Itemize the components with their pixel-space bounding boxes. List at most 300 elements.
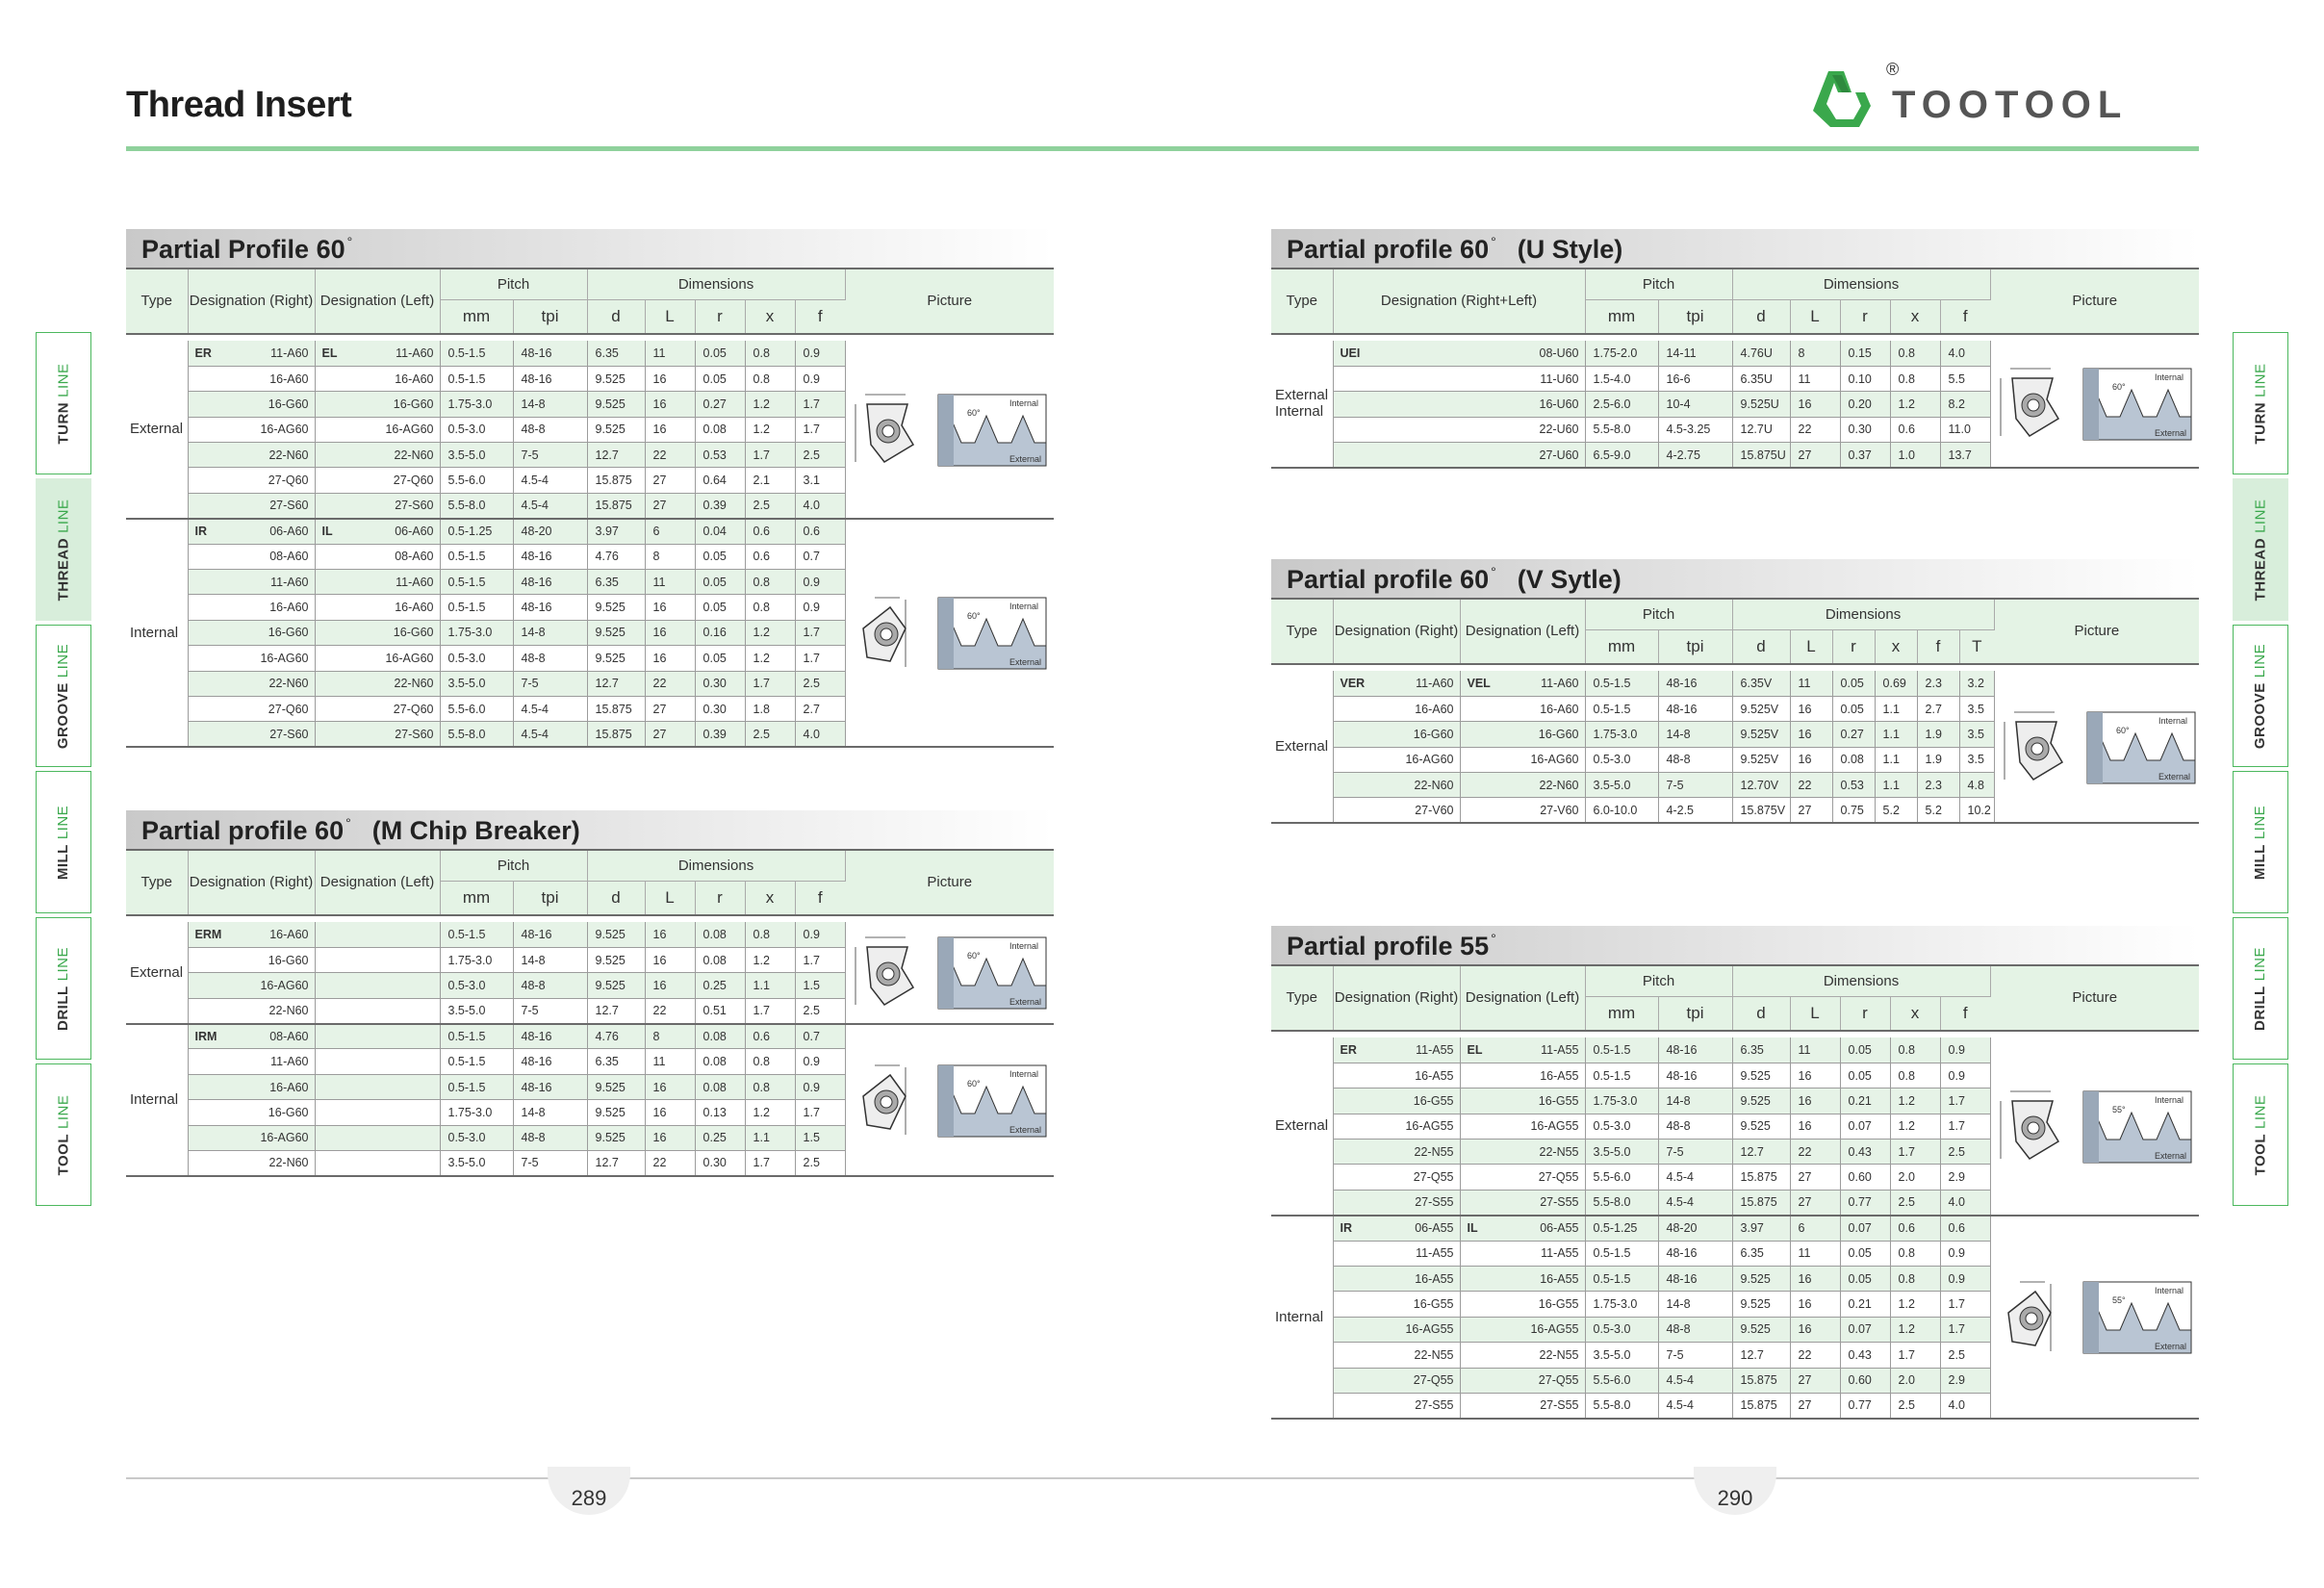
pitch-mm: 0.5-1.25 [440, 519, 513, 544]
pitch-tpi: 14-8 [513, 620, 587, 645]
dim-x: 0.8 [745, 595, 795, 620]
dim-x: 1.2 [745, 947, 795, 972]
dim-T: 3.5 [1959, 722, 1994, 747]
designation-right: 27-U60 [1333, 443, 1585, 468]
pitch-tpi: 14-8 [513, 392, 587, 417]
spec-table: Type Designation (Right) Designation (Left) Pitch Dimensions Picture mm tpi d L r x f External ER 11-A60 EL 11-A60 0.5-1.5 48-16 6.35 11 0.05 0.8 0.9 Internal 60° External 16-A60 16-A60 0.5-1.5 48-16 9.525 16 0.05 0.8 0.9 16-G60 16-G60 1.75-3.0 14-8 9.525 16 0.27 1.2 1.7 16-AG60 16-AG60 0.5-3.0 48-8 9.525 16 0.08 1.2 1.7 22-N60 22-N60 3.5-5.0 7-5 12.7 22 0.53 1.7 2.5 27-Q60 27-Q60 5.5-6.0 4.5-4 15.875 27 0.64 2.1 3.1 27-S60 27-S60 5.5-8.0 4.5-4 15.875 27 0.39 2.5 4.0 Internal IR 06-A60 IL 06-A60 0.5-1.25 48-20 3.97 6 0.04 0.6 0.6 Internal 60° External 08-A60 08-A60 0.5-1.5 48-16 4.76 8 0.05 0.6 0.7 11-A60 11-A60 0.5-1.5 48-16 6.35 11 0.05 0.8 0.9 16-A60 16-A60 0.5-1.5 48-16 9.525 16 0.05 0.8 0.9 16-G60 16-G60 1.75-3.0 14-8 9.525 16 0.16 1.2 1.7 16-AG60 16-AG60 0.5-3.0 48-8 9.525 16 0.05 1.2 1.7 22-N60 22-N60 3.5-5.0 7-5 12.7 22 0.30 1.7 2.5 27-Q60 27-Q60 5.5-6.0 4.5-4 15.875 27 0.30 1.8 2.7 27-S60 27-S60 5.5-8.0 4.5-4 15.875 27 0.39 2.5 4.0 [126, 268, 1054, 748]
pitch-mm: 0.5-1.5 [1585, 1037, 1658, 1063]
dim-d: 9.525 [587, 646, 645, 671]
pitch-mm: 0.5-3.0 [440, 417, 513, 442]
dim-L: 16 [1790, 1114, 1840, 1139]
dim-d: 3.97 [587, 519, 645, 544]
pitch-mm: 1.75-2.0 [1585, 341, 1658, 366]
logo-mark-icon [1813, 71, 1871, 127]
dim-f: 0.9 [795, 1074, 845, 1099]
dim-x: 1.1 [1875, 773, 1917, 798]
pitch-tpi: 48-16 [1658, 696, 1732, 721]
pitch-tpi: 14-8 [513, 1100, 587, 1125]
picture-cell [845, 341, 1054, 519]
thread-profile-icon [2083, 1091, 2191, 1163]
dim-d: 12.7 [587, 671, 645, 696]
svg-text:60°: 60° [966, 611, 981, 622]
dim-f: 0.9 [1940, 1267, 1990, 1292]
sidebar-tab-groove[interactable]: GROOVELINE [2233, 625, 2288, 767]
sidebar-tab-turn[interactable]: TURNLINE [2233, 332, 2288, 474]
dim-d: 9.525 [587, 1100, 645, 1125]
designation-right: 27-S55 [1333, 1393, 1460, 1418]
dim-f: 3.1 [795, 468, 845, 493]
pitch-mm: 0.5-3.0 [440, 646, 513, 671]
designation-left: 16-A55 [1460, 1267, 1585, 1292]
pitch-tpi: 4.5-4 [513, 722, 587, 747]
dim-f: 0.9 [795, 570, 845, 595]
type-cell: Internal [126, 1024, 188, 1176]
sidebar-tab-drill[interactable]: DRILLLINE [36, 917, 91, 1060]
insert-drawing-icon [2001, 369, 2058, 436]
dim-r: 0.08 [1832, 747, 1875, 772]
designation-right: 16-G55 [1333, 1292, 1460, 1317]
svg-text:Internal: Internal [2158, 715, 2187, 726]
pitch-mm: 5.5-8.0 [1585, 417, 1658, 442]
dim-r: 0.07 [1840, 1317, 1890, 1342]
dim-L: 11 [645, 341, 695, 366]
footer-rule [126, 1477, 2199, 1479]
dim-x: 0.6 [745, 544, 795, 569]
table-row [1271, 1037, 2199, 1063]
pitch-mm: 5.5-6.0 [1585, 1165, 1658, 1190]
section-partial-profile-60 [126, 229, 1054, 748]
dim-f: 1.7 [795, 620, 845, 645]
dim-f: 2.5 [795, 998, 845, 1023]
dim-d: 15.875V [1732, 798, 1790, 823]
dim-x: 1.7 [745, 998, 795, 1023]
dim-f: 1.7 [1940, 1114, 1990, 1139]
designation-right: 16-AG60 [188, 417, 315, 442]
dim-d: 9.525V [1732, 747, 1790, 772]
pitch-tpi: 48-16 [513, 1049, 587, 1074]
dim-d: 9.525U [1732, 392, 1790, 417]
dim-x: 1.2 [745, 620, 795, 645]
pitch-tpi: 48-16 [1658, 1037, 1732, 1063]
designation-right: 16-AG60 [188, 1125, 315, 1150]
designation-left: 16-A55 [1460, 1063, 1585, 1088]
designation-right: 16-U60 [1333, 392, 1585, 417]
dim-r: 0.05 [695, 595, 745, 620]
designation-right: 27-Q60 [188, 696, 315, 721]
pitch-mm: 0.5-1.5 [440, 1024, 513, 1049]
dim-r: 0.05 [1840, 1063, 1890, 1088]
section-heading: Partial profile 55 ° [1271, 926, 2199, 964]
dim-x: 2.5 [745, 722, 795, 747]
svg-text:Internal: Internal [1009, 941, 1038, 952]
dim-L: 16 [1790, 696, 1832, 721]
designation-left [315, 998, 440, 1023]
designation-right: 16-G55 [1333, 1089, 1460, 1114]
designation-left: 22-N55 [1460, 1343, 1585, 1368]
dim-r: 0.05 [695, 570, 745, 595]
designation-right: 16-A55 [1333, 1267, 1460, 1292]
dim-d: 9.525 [1732, 1114, 1790, 1139]
pitch-tpi: 14-8 [1658, 722, 1732, 747]
dim-x: 1.7 [745, 1151, 795, 1176]
dim-T: 3.5 [1959, 696, 1994, 721]
dim-L: 27 [645, 493, 695, 518]
dim-f: 1.5 [795, 973, 845, 998]
dim-f: 5.5 [1940, 366, 1990, 391]
designation-left: 16-AG55 [1460, 1317, 1585, 1342]
pitch-tpi: 48-8 [1658, 1114, 1732, 1139]
designation-left [315, 1049, 440, 1074]
pitch-mm: 0.5-1.5 [1585, 1063, 1658, 1088]
dim-x: 0.8 [1890, 1063, 1940, 1088]
pitch-mm: 5.5-8.0 [1585, 1393, 1658, 1418]
insert-drawing-icon [2001, 1091, 2058, 1159]
dim-L: 11 [645, 1049, 695, 1074]
pitch-tpi: 48-16 [513, 922, 587, 947]
table-row [126, 1024, 1054, 1049]
dim-f: 0.9 [795, 366, 845, 391]
designation-right: 22-U60 [1333, 417, 1585, 442]
dim-L: 16 [1790, 1267, 1840, 1292]
sidebar-tab-groove[interactable]: GROOVELINE [36, 625, 91, 767]
logo-registered: ® [1886, 60, 1900, 79]
designation-left: 16-G60 [315, 392, 440, 417]
pitch-mm: 1.75-3.0 [440, 620, 513, 645]
pitch-mm: 0.5-1.5 [1585, 696, 1658, 721]
dim-x: 1.0 [1890, 443, 1940, 468]
dim-f: 2.5 [1940, 1140, 1990, 1165]
pitch-mm: 3.5-5.0 [440, 998, 513, 1023]
dim-x: 0.8 [745, 1049, 795, 1074]
sidebar-tab-mill[interactable]: MILLLINE [2233, 771, 2288, 913]
spec-table: Type Designation (Right) Designation (Left) Pitch Dimensions Picture mm tpi d L r x f External ERM 16-A60 0.5-1.5 48-16 9.525 16 0.08 0.8 0.9 Internal 60° External 16-G60 1.75-3.0 14-8 9.525 16 0.08 1.2 1.7 16-AG60 0.5-3.0 48-8 9.525 16 0.25 1.1 1.5 22-N60 3.5-5.0 7-5 12.7 22 0.51 1.7 2.5 Internal IRM 08-A60 0.5-1.5 48-16 4.76 8 0.08 0.6 0.7 Internal 60° External 11-A60 0.5-1.5 48-16 6.35 11 0.08 0.8 0.9 16-A60 0.5-1.5 48-16 9.525 16 0.08 0.8 0.9 16-G60 1.75-3.0 14-8 9.525 16 0.13 1.2 1.7 16-AG60 0.5-3.0 48-8 9.525 16 0.25 1.1 1.5 22-N60 3.5-5.0 7-5 12.7 22 0.30 1.7 2.5 [126, 849, 1054, 1177]
insert-picture [846, 387, 1051, 472]
designation-right: 11-A60 [188, 570, 315, 595]
dim-L: 16 [645, 366, 695, 391]
pitch-mm: 0.5-1.5 [440, 570, 513, 595]
dim-f: 8.2 [1940, 392, 1990, 417]
dim-L: 11 [1790, 366, 1840, 391]
dim-r: 0.53 [1832, 773, 1875, 798]
dim-x: 0.8 [1890, 341, 1940, 366]
designation-left: 11-A55 [1460, 1241, 1585, 1266]
designation-left: 16-G55 [1460, 1089, 1585, 1114]
dim-L: 16 [645, 595, 695, 620]
svg-text:55°: 55° [2111, 1104, 2126, 1114]
designation-right: 16-G60 [188, 947, 315, 972]
dim-d: 15.875 [1732, 1190, 1790, 1215]
tootool-logo [1809, 58, 2204, 135]
svg-text:External: External [1009, 657, 1041, 668]
dim-r: 0.60 [1840, 1368, 1890, 1393]
dim-f: 2.9 [1940, 1165, 1990, 1190]
picture-cell [1990, 341, 2199, 468]
dim-d: 15.875 [587, 722, 645, 747]
pitch-tpi: 7-5 [513, 1151, 587, 1176]
dim-r: 0.64 [695, 468, 745, 493]
pitch-tpi: 7-5 [513, 443, 587, 468]
dim-r: 0.16 [695, 620, 745, 645]
designation-left [315, 1125, 440, 1150]
dim-x: 1.1 [745, 1125, 795, 1150]
thread-profile-icon [2087, 712, 2195, 783]
sidebar-tab-drill[interactable]: DRILLLINE [2233, 917, 2288, 1060]
dim-L: 16 [1790, 747, 1832, 772]
dim-f: 1.9 [1917, 722, 1959, 747]
pitch-mm: 3.5-5.0 [1585, 773, 1658, 798]
dim-L: 16 [645, 620, 695, 645]
pitch-tpi: 4.5-4 [1658, 1393, 1732, 1418]
dim-L: 22 [1790, 1343, 1840, 1368]
pitch-mm: 0.5-1.5 [440, 922, 513, 947]
designation-left [315, 1100, 440, 1125]
dim-d: 4.76 [587, 1024, 645, 1049]
designation-right: 16-AG60 [1333, 747, 1460, 772]
sidebar-tab-thread[interactable]: THREADLINE [36, 478, 91, 621]
dim-f: 0.9 [795, 341, 845, 366]
designation-right: 27-Q55 [1333, 1368, 1460, 1393]
dim-r: 0.07 [1840, 1216, 1890, 1241]
pitch-mm: 1.75-3.0 [1585, 722, 1658, 747]
designation-right: 16-A55 [1333, 1063, 1460, 1088]
dim-d: 12.70V [1732, 773, 1790, 798]
dim-d: 3.97 [1732, 1216, 1790, 1241]
pitch-mm: 2.5-6.0 [1585, 392, 1658, 417]
dim-r: 0.07 [1840, 1114, 1890, 1139]
designation-left: 27-Q55 [1460, 1165, 1585, 1190]
svg-text:60°: 60° [966, 951, 981, 961]
dim-f: 2.5 [1940, 1343, 1990, 1368]
dim-x: 1.1 [1875, 722, 1917, 747]
page-title: Thread Insert [126, 85, 352, 125]
table-row [1271, 341, 2199, 366]
dim-r: 0.27 [695, 392, 745, 417]
dim-d: 15.875 [587, 468, 645, 493]
dim-d: 15.875 [1732, 1165, 1790, 1190]
dim-r: 0.05 [1840, 1241, 1890, 1266]
sidebar-tab-tool[interactable]: TOOLLINE [2233, 1063, 2288, 1206]
dim-L: 16 [645, 1125, 695, 1150]
pitch-mm: 0.5-3.0 [1585, 1317, 1658, 1342]
dim-d: 12.7 [1732, 1140, 1790, 1165]
insert-picture [1991, 1274, 2196, 1359]
designation-left: 16-AG55 [1460, 1114, 1585, 1139]
dim-x: 1.2 [745, 646, 795, 671]
designation-left: 16-G60 [1460, 722, 1585, 747]
dim-L: 8 [1790, 341, 1840, 366]
spec-table: Type Designation (Right+Left) Pitch Dimensions Picture mm tpi d L r x f External Internal UEI 08-U60 1.75-2.0 14-11 4.76U 8 0.15 0.8 4.0 Internal 60° External 11-U60 1.5-4.0 16-6 6.35U 11 0.10 0.8 5.5 16-U60 2.5-6.0 10-4 9.525U 16 0.20 1.2 8.2 22-U60 5.5-8.0 4.5-3.25 12.7U 22 0.30 0.6 11.0 27-U60 6.5-9.0 4-2.75 15.875U 27 0.37 1.0 13.7 [1271, 268, 2199, 469]
svg-text:External: External [1009, 453, 1041, 464]
designation-left: 27-S60 [315, 722, 440, 747]
type-cell: External [126, 922, 188, 1024]
spec-table: Type Designation (Right) Designation (Left) Pitch Dimensions Picture mm tpi d L r x f External ER 11-A55 EL 11-A55 0.5-1.5 48-16 6.35 11 0.05 0.8 0.9 Internal 55° External 16-A55 16-A55 0.5-1.5 48-16 9.525 16 0.05 0.8 0.9 16-G55 16-G55 1.75-3.0 14-8 9.525 16 0.21 1.2 1.7 16-AG55 16-AG55 0.5-3.0 48-8 9.525 16 0.07 1.2 1.7 22-N55 22-N55 3.5-5.0 7-5 12.7 22 0.43 1.7 2.5 27-Q55 27-Q55 5.5-6.0 4.5-4 15.875 27 0.60 2.0 2.9 27-S55 27-S55 5.5-8.0 4.5-4 15.875 27 0.77 2.5 4.0 Internal IR 06-A55 IL 06-A55 0.5-1.25 48-20 3.97 6 0.07 0.6 0.6 Internal 55° External 11-A55 11-A55 0.5-1.5 48-16 6.35 11 0.05 0.8 0.9 16-A55 16-A55 0.5-1.5 48-16 9.525 16 0.05 0.8 0.9 16-G55 16-G55 1.75-3.0 14-8 9.525 16 0.21 1.2 1.7 16-AG55 16-AG55 0.5-3.0 48-8 9.525 16 0.07 1.2 1.7 22-N55 22-N55 3.5-5.0 7-5 12.7 22 0.43 1.7 2.5 27-Q55 27-Q55 5.5-6.0 4.5-4 15.875 27 0.60 2.0 2.9 27-S55 27-S55 5.5-8.0 4.5-4 15.875 27 0.77 2.5 4.0 [1271, 964, 2199, 1420]
dim-r: 0.43 [1840, 1343, 1890, 1368]
pitch-tpi: 48-8 [513, 417, 587, 442]
dim-r: 0.25 [695, 973, 745, 998]
pitch-tpi: 7-5 [1658, 1343, 1732, 1368]
designation-right: ERM 16-A60 [188, 922, 315, 947]
sidebar-tab-turn[interactable]: TURNLINE [36, 332, 91, 474]
dim-x: 1.7 [745, 443, 795, 468]
pitch-mm: 0.5-1.5 [440, 595, 513, 620]
designation-left: 11-A60 [315, 570, 440, 595]
dim-L: 16 [1790, 392, 1840, 417]
dim-d: 9.525 [587, 1125, 645, 1150]
insert-drawing-icon [856, 937, 913, 1005]
pitch-tpi: 48-16 [513, 570, 587, 595]
page-number-left: 289 [548, 1467, 630, 1515]
dim-L: 22 [1790, 417, 1840, 442]
dim-L: 27 [1790, 1368, 1840, 1393]
pitch-tpi: 48-20 [513, 519, 587, 544]
designation-left: IL 06-A60 [315, 519, 440, 544]
dim-r: 0.08 [695, 922, 745, 947]
dim-f: 1.7 [1940, 1292, 1990, 1317]
thread-profile-icon [938, 937, 1046, 1009]
dim-r: 0.08 [695, 417, 745, 442]
dim-d: 9.525 [587, 595, 645, 620]
section-m-chip-breaker [126, 810, 1054, 1177]
insert-picture [846, 590, 1051, 675]
dim-L: 27 [1790, 1165, 1840, 1190]
designation-left: 27-Q55 [1460, 1368, 1585, 1393]
pitch-mm: 0.5-1.5 [1585, 671, 1658, 696]
dim-L: 27 [645, 696, 695, 721]
dim-f: 0.9 [1940, 1063, 1990, 1088]
dim-L: 16 [645, 1074, 695, 1099]
dim-x: 1.7 [1890, 1140, 1940, 1165]
designation-right: 27-V60 [1333, 798, 1460, 823]
dim-r: 0.30 [1840, 417, 1890, 442]
table-row [1271, 1216, 2199, 1241]
svg-text:60°: 60° [966, 407, 981, 418]
dim-L: 22 [645, 1151, 695, 1176]
pitch-mm: 1.75-3.0 [1585, 1089, 1658, 1114]
table-row [126, 341, 1054, 366]
designation-left: EL 11-A60 [315, 341, 440, 366]
dim-f: 1.7 [1940, 1317, 1990, 1342]
pitch-tpi: 14-11 [1658, 341, 1732, 366]
dim-d: 9.525 [587, 366, 645, 391]
pitch-tpi: 48-16 [1658, 1063, 1732, 1088]
designation-left: IL 06-A55 [1460, 1216, 1585, 1241]
dim-r: 0.05 [1832, 696, 1875, 721]
picture-cell [1990, 1037, 2199, 1216]
thread-profile-icon [938, 395, 1046, 466]
pitch-tpi: 4.5-4 [1658, 1165, 1732, 1190]
dim-d: 9.525 [587, 417, 645, 442]
dim-f: 2.7 [1917, 696, 1959, 721]
designation-right: 16-A60 [188, 366, 315, 391]
svg-text:60°: 60° [2111, 382, 2126, 393]
designation-left: 27-Q60 [315, 696, 440, 721]
dim-f: 0.7 [795, 544, 845, 569]
dim-T: 10.2 [1959, 798, 1994, 823]
dim-d: 9.525 [587, 973, 645, 998]
designation-left: 22-N55 [1460, 1140, 1585, 1165]
dim-x: 2.1 [745, 468, 795, 493]
type-cell: Internal [126, 519, 188, 748]
dim-r: 0.30 [695, 671, 745, 696]
page-number-right: 290 [1694, 1467, 1776, 1515]
designation-right: 11-A55 [1333, 1241, 1460, 1266]
dim-r: 0.30 [695, 696, 745, 721]
dim-d: 12.7 [1732, 1343, 1790, 1368]
dim-f: 1.7 [795, 646, 845, 671]
dim-f: 2.5 [795, 1151, 845, 1176]
designation-right: 16-G60 [188, 1100, 315, 1125]
designation-left: 16-G55 [1460, 1292, 1585, 1317]
pitch-mm: 3.5-5.0 [440, 671, 513, 696]
dim-f: 2.5 [795, 671, 845, 696]
pitch-tpi: 48-16 [513, 366, 587, 391]
sidebar-tab-thread[interactable]: THREADLINE [2233, 478, 2288, 621]
sidebar-tab-mill[interactable]: MILLLINE [36, 771, 91, 913]
dim-f: 1.9 [1917, 747, 1959, 772]
svg-text:60°: 60° [2115, 725, 2130, 735]
sidebar-tab-tool[interactable]: TOOLLINE [36, 1063, 91, 1206]
pitch-tpi: 14-8 [513, 947, 587, 972]
pitch-tpi: 48-16 [513, 544, 587, 569]
dim-L: 8 [645, 1024, 695, 1049]
pitch-tpi: 48-16 [513, 1074, 587, 1099]
dim-d: 9.525 [1732, 1292, 1790, 1317]
designation-right: 22-N60 [188, 998, 315, 1023]
dim-x: 0.8 [1890, 1267, 1940, 1292]
dim-x: 1.7 [1890, 1343, 1940, 1368]
dim-L: 16 [1790, 722, 1832, 747]
designation-left: 22-N60 [1460, 773, 1585, 798]
dim-L: 16 [1790, 1089, 1840, 1114]
dim-d: 6.35 [1732, 1037, 1790, 1063]
dim-x: 1.2 [1890, 1114, 1940, 1139]
picture-cell [845, 922, 1054, 1024]
dim-x: 0.6 [1890, 417, 1940, 442]
picture-cell [1994, 671, 2199, 823]
pitch-mm: 5.5-8.0 [1585, 1190, 1658, 1215]
designation-left: 27-S55 [1460, 1393, 1585, 1418]
pitch-tpi: 48-16 [513, 341, 587, 366]
dim-r: 0.53 [695, 443, 745, 468]
thread-profile-icon [2083, 369, 2191, 440]
dim-L: 16 [645, 973, 695, 998]
designation-right: IR 06-A60 [188, 519, 315, 544]
dim-f: 11.0 [1940, 417, 1990, 442]
dim-d: 12.7 [587, 443, 645, 468]
dim-L: 11 [1790, 671, 1832, 696]
pitch-mm: 5.5-8.0 [440, 493, 513, 518]
dim-d: 15.875 [587, 493, 645, 518]
designation-left [315, 1151, 440, 1176]
type-cell: External [1271, 1037, 1333, 1216]
pitch-tpi: 4-2.5 [1658, 798, 1732, 823]
dim-r: 0.27 [1832, 722, 1875, 747]
dim-x: 1.8 [745, 696, 795, 721]
insert-drawing-icon [2008, 1282, 2051, 1351]
svg-text:Internal: Internal [2154, 1094, 2184, 1105]
dim-d: 15.875 [1732, 1393, 1790, 1418]
svg-text:External: External [1009, 1124, 1041, 1135]
dim-d: 9.525 [1732, 1089, 1790, 1114]
dim-r: 0.75 [1832, 798, 1875, 823]
dim-d: 4.76U [1732, 341, 1790, 366]
pitch-tpi: 7-5 [1658, 773, 1732, 798]
designation-right: 22-N55 [1333, 1140, 1460, 1165]
dim-d: 9.525V [1732, 722, 1790, 747]
pitch-mm: 0.5-1.5 [440, 341, 513, 366]
table-row [126, 922, 1054, 947]
svg-text:Internal: Internal [2154, 372, 2184, 383]
